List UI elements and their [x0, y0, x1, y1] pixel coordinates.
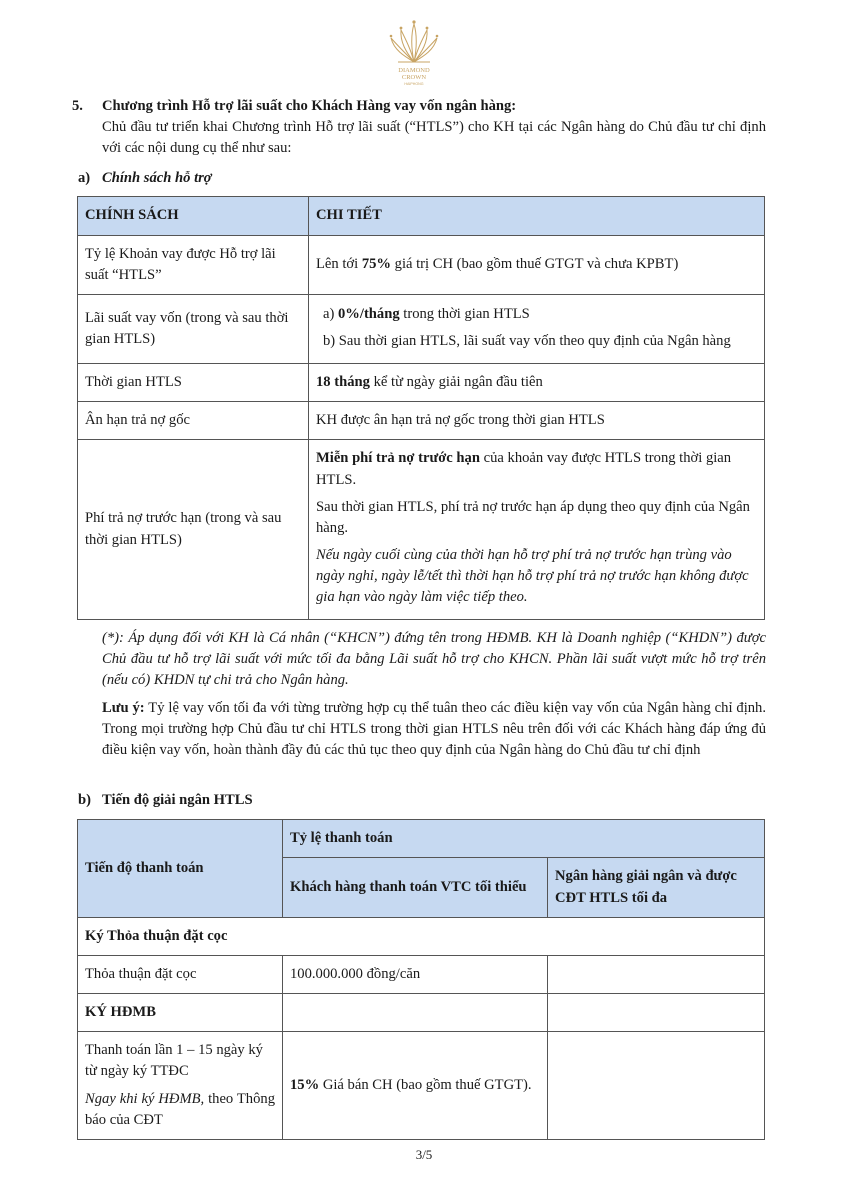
detail-item-a	[316, 304, 757, 325]
table-row	[78, 236, 765, 295]
footnote: (*): Áp dụng đối với KH là Cá nhân (“KHCN”) đứng tên trong HĐMB. KH là Doanh nghiệp (“KHDN”) được Chủ đầu tư hỗ trợ lãi suất với mức tối đa bằng Lãi suất hỗ trợ cho KHCN. Phần lãi suất vượt mức hỗ trợ trên (nếu có) KHDN tự chi trả cho Ngân hàng.	[102, 630, 766, 689]
detail-text: của khoản vay được HTLS trong thời gian HTLS.	[316, 450, 732, 488]
row-detail	[309, 295, 765, 364]
section-title: Chương trình Hỗ trợ lãi suất cho Khách Hàng vay vốn ngân hàng:	[102, 98, 517, 114]
detail-text: trong thời gian HTLS	[399, 305, 530, 322]
subsection-b-title: Tiến độ giải ngân HTLS	[102, 792, 253, 808]
subsection-b-heading	[78, 790, 253, 811]
table-row	[78, 956, 765, 994]
detail-bold: 0%/tháng	[338, 305, 400, 322]
detail-text: Lên tới	[316, 256, 362, 273]
note-paragraph	[102, 698, 766, 761]
detail-paragraph-italic: Nếu ngày cuối cùng của thời hạn hỗ trợ phí trả nợ trước hạn trùng vào ngày nghỉ, ngày lễ/tết thì thời hạn hỗ trợ phí trả nợ trước hạn không được gia hạn vào ngày làm việc tiếp theo.	[316, 547, 749, 606]
logo-text-2: CROWN	[401, 74, 427, 81]
empty-cell	[548, 1032, 765, 1140]
section-intro: Chủ đầu tư triển khai Chương trình Hỗ trợ lãi suất (“HTLS”) cho KH tại các Ngân hàng do Chủ đầu tư chỉ định với các nội dung cụ thể như sau:	[102, 119, 766, 157]
subsection-a-title: Chính sách hỗ trợ	[102, 170, 212, 186]
deposit-value: 100.000.000 đồng/căn	[283, 956, 548, 994]
table-row	[78, 440, 765, 620]
detail-bold: 75%	[361, 256, 391, 273]
table-row	[78, 994, 765, 1032]
diamond-crown-logo	[384, 18, 444, 90]
section-5-heading	[72, 96, 772, 117]
policy-table-header	[78, 197, 765, 236]
schedule-table	[77, 819, 765, 1140]
page-number: 3/5	[415, 1147, 433, 1162]
table-row	[78, 364, 765, 402]
detail-item-b: b) Sau thời gian HTLS, lãi suất vay vốn theo quy định của Ngân hàng	[323, 333, 731, 349]
payment-1-note	[85, 1089, 275, 1131]
table-row	[78, 1032, 765, 1140]
table-row	[78, 402, 765, 440]
detail-text: giá trị CH (bao gồm thuế GTGT và chưa KPBT)	[391, 256, 679, 273]
row-label: Lãi suất vay vốn (trong và sau thời gian HTLS)	[78, 295, 309, 364]
table-row	[78, 295, 765, 364]
payment-1-value	[283, 1032, 548, 1140]
payment-1-note-italic: Ngay khi ký HĐMB,	[85, 1090, 205, 1107]
row-detail: KH được ân hạn trả nợ gốc trong thời gian HTLS	[309, 402, 765, 440]
row-label: Thời gian HTLS	[78, 364, 309, 402]
section-number: 5.	[72, 98, 83, 114]
header-policy: CHÍNH SÁCH	[78, 197, 309, 236]
note-label: Lưu ý:	[102, 700, 145, 716]
logo-text-1: DIAMOND	[398, 67, 430, 74]
empty-cell	[283, 994, 548, 1032]
subsection-b-letter: b)	[78, 792, 91, 808]
detail-text: a)	[323, 305, 338, 322]
subsection-a-letter: a)	[78, 170, 91, 186]
payment-1-text: Thanh toán lần 1 – 15 ngày ký từ ngày ký TTĐC	[85, 1042, 263, 1080]
group-deposit: Ký Thỏa thuận đặt cọc	[78, 918, 765, 956]
schedule-header-row-1	[78, 820, 765, 858]
header-bank: Ngân hàng giải ngân và được CĐT HTLS tối đa	[548, 858, 765, 918]
row-label: Tỷ lệ Khoản vay được Hỗ trợ lãi suất “HTLS”	[78, 236, 309, 295]
detail-paragraph: Sau thời gian HTLS, phí trả nợ trước hạn áp dụng theo quy định của Ngân hàng.	[316, 498, 750, 536]
note-text: Tỷ lệ vay vốn tối đa với từng trường hợp cụ thể tuân theo các điều kiện vay vốn của Ngân hàng chỉ định. Trong mọi trường hợp Chủ đầu tư chỉ HTLS trong thời gian HTLS nêu trên đối với các Khách hàng đáp ứng đủ điều kiện vay vốn, hoàn thành đầy đủ các thủ tục theo quy định của Ngân hàng do Chủ đầu tư chỉ định	[102, 700, 766, 759]
header-detail: CHI TIẾT	[309, 197, 765, 236]
group-contract: KÝ HĐMB	[78, 994, 283, 1032]
detail-bold: 18 tháng	[316, 373, 370, 390]
logo-text-3: HAIPHONG	[404, 82, 424, 86]
detail-text: kể từ ngày giải ngân đầu tiên	[369, 373, 543, 390]
row-detail	[309, 236, 765, 295]
header-customer: Khách hàng thanh toán VTC tối thiểu	[283, 858, 548, 918]
payment-1-note-rest: theo Thông báo của CĐT	[85, 1090, 275, 1128]
row-label: Ân hạn trả nợ gốc	[78, 402, 309, 440]
header-rate: Tỷ lệ thanh toán	[283, 820, 765, 858]
crown-logo-icon	[384, 18, 444, 90]
policy-table	[77, 196, 765, 620]
empty-cell	[548, 956, 765, 994]
payment-1-percent: 15%	[290, 1076, 320, 1093]
payment-1-text-value: Giá bán CH (bao gồm thuế GTGT).	[319, 1076, 532, 1093]
deposit-label: Thỏa thuận đặt cọc	[78, 956, 283, 994]
row-detail	[309, 440, 765, 620]
subsection-a-heading	[78, 168, 212, 189]
detail-paragraph	[316, 448, 757, 490]
detail-bold: Miễn phí trả nợ trước hạn	[316, 450, 480, 467]
empty-cell	[548, 994, 765, 1032]
table-row	[78, 918, 765, 956]
row-detail	[309, 364, 765, 402]
row-label: Phí trả nợ trước hạn (trong và sau thời gian HTLS)	[78, 440, 309, 620]
payment-1-label	[78, 1032, 283, 1140]
header-progress: Tiến độ thanh toán	[78, 820, 283, 918]
